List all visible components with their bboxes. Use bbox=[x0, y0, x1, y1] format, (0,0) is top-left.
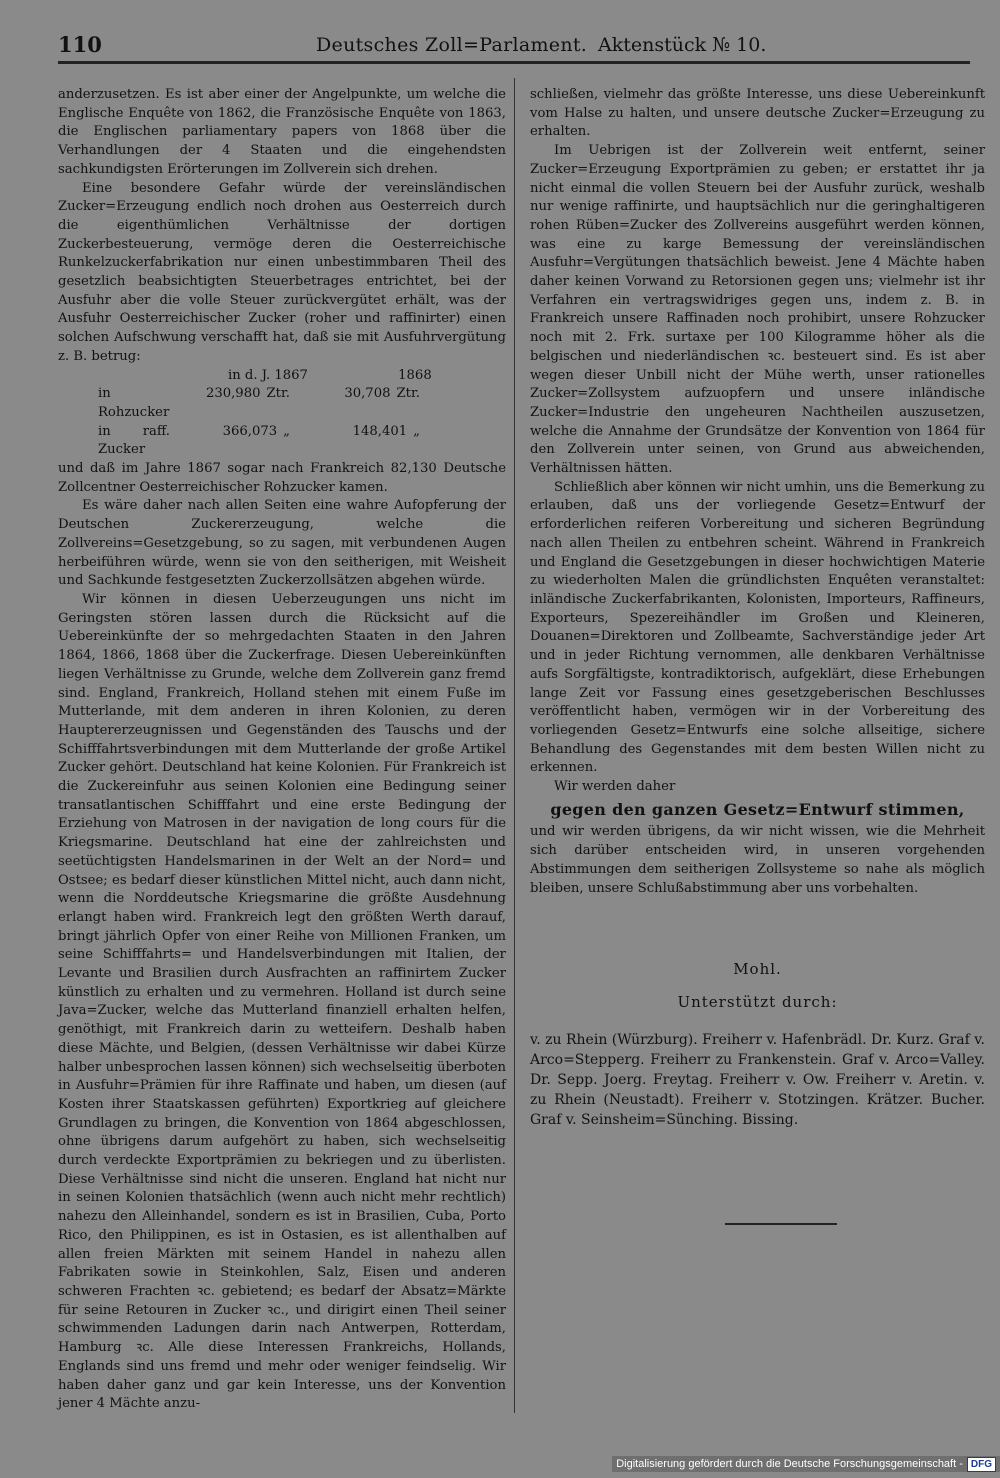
sugar-export-table bbox=[58, 367, 506, 461]
paragraph: anderzusetzen. Es ist aber einer der Angelpunkte, um welche die Englische Enquête von 1862, die Französische Enquête von 1863, die Englischen parliamentary papers von 1868 über die Verhandlungen der 4 Staaten und die eingehendsten sachkundigsten Erörterungen im Zollverein sich drehen. bbox=[58, 87, 506, 177]
paragraph: Es wäre daher nach allen Seiten eine wahre Aufopferung der Deutschen Zuckererzeugung, welche die Zollvereins=Gesetzgebung, so zu sagen, mit verbundenen Augen herbeiführen würde, wenn sie von den seitherigen, mit Weisheit und Sachkunde festgesetzten Zuckerzollsätzen abgehen würde. bbox=[58, 498, 506, 589]
right-column bbox=[530, 86, 985, 1416]
vote-statement: und wir werden übrigens, da wir nicht wissen, wie die Mehrheit sich darüber entscheiden wird, in unseren vorgehenden Abstimmungen dem seitherigen Zollsysteme so nahe als möglich bleiben, unsere Schlußabstimmung aber uns vorbehalten. bbox=[530, 824, 985, 896]
digitization-footer bbox=[612, 1456, 1000, 1472]
paragraph: und daß im Jahre 1867 sogar nach Frankreich 82,130 Deutsche Zollcentner Oesterreichischer Rohzucker kamen. bbox=[58, 461, 506, 495]
value-1867: 230,980 Ztr. bbox=[205, 386, 290, 402]
value-1867: 366,073 „ bbox=[222, 423, 290, 439]
header-rule bbox=[58, 61, 970, 62]
table-header bbox=[58, 367, 506, 386]
column-divider bbox=[514, 78, 515, 1413]
document-reference: Aktenstück № 10. bbox=[598, 34, 767, 56]
table-row bbox=[58, 385, 506, 422]
table-header-year-1868: 1868 bbox=[398, 367, 432, 383]
closing-rule bbox=[725, 1223, 837, 1225]
table-header-year-1867: 1867 bbox=[274, 367, 308, 383]
page-header bbox=[58, 28, 970, 64]
mover-name: Mohl. bbox=[733, 960, 782, 979]
page-number: 110 bbox=[58, 32, 102, 57]
table-header-prefix: in d. J. bbox=[228, 367, 271, 383]
supported-by-heading: Unterstützt durch: bbox=[677, 992, 838, 1011]
paragraph: Eine besondere Gefahr würde der vereinsländischen Zucker=Erzeugung endlich noch drohen aus Oesterreich durch die eigenthümlichen Verhältnisse der dortigen Zuckerbesteuerung, vermöge deren die Oesterreichische Runkelzuckerfabrikation nur einen unbestimmbaren Theil des gesetzlich beabsichtigten Steuerbetrages entrichtet, bei der Ausfuhr aber die volle Steuer zurückvergütet erhält, was der Ausfuhr Oesterreichischer Zucker (roher und raffinirter) einen solchen Aufschwung verschafft hat, daß sie mit Ausfuhrvergütung z. B. betrug: bbox=[58, 180, 506, 364]
footer-text: Digitalisierung gefördert durch die Deutsche Forschungsgemeinschaft - bbox=[616, 1458, 963, 1470]
dfg-logo-icon[interactable]: DFG bbox=[967, 1457, 996, 1472]
vote-emphasis: gegen den ganzen Gesetz=Entwurf stimmen, bbox=[550, 799, 965, 819]
left-column bbox=[58, 86, 506, 1416]
row-label: in raff. Zucker bbox=[98, 423, 170, 458]
row-label: in Rohzucker bbox=[98, 386, 170, 420]
paragraph: Schließlich aber können wir nicht umhin, uns die Bemerkung zu erlauben, daß uns der vorliegende Gesetz=Entwurf der erforderlichen reiferen Vorbereitung und sicheren Begründung nach allen Theilen zu entbehren scheint. Während in Frankreich und England die Gesetzgebungen in dieser hochwichtigen Materie zu wiederholten Malen die gründlichsten Enquêten veranstaltet: inländische Zuckerfabrikanten, Kolonisten, Importeurs, Raffineurs, Exporteurs, Spezereihändler im Großen und Kleineren, Douanen=Direktoren und Zollbeamte, Sachverständige jeder Art und in jeder Richtung vernommen, alle denkbaren Verhältnisse aufs Sorgfältigste, kontradiktorisch, aufgeklärt, diese Erhebungen lange Zeit vor Fassung eines gesetzgeberischen Beschlusses veröffentlicht haben, vermögen wir in der Vorbereitung des vorliegenden Gesetz=Entwurfs eine solche allseitige, sichere Behandlung des Gegenstandes mit dem besten Willen nicht zu erkennen. bbox=[530, 479, 985, 776]
signers-list: v. zu Rhein (Würzburg). Freiherr v. Hafenbrädl. Dr. Kurz. Graf v. Arco=Stepperg. Freiherr zu Frankenstein. Graf v. Arco=Valley. Dr. Sepp. Joerg. Freytag. Freiherr v. Ow. Freiherr v. Aretin. v. zu Rhein (Neustadt). Freiherr v. Stotzingen. Krätzer. Bucher. Graf v. Seinsheim=Sünching. Bissing. bbox=[530, 1031, 985, 1128]
table-row bbox=[58, 423, 506, 460]
value-1868: 148,401 „ bbox=[352, 423, 420, 439]
paragraph: Im Uebrigen ist der Zollverein weit entfernt, seiner Zucker=Erzeugung Exportprämien zu geben; er erstattet ihr ja nicht einmal die vollen Steuern bei der Ausfuhr zurück, weshalb nur wenige raffinirte, und hauptsächlich nur die geringhaltigeren rohen Rüben=Zucker des Zollvereins ausgeführt werden können, was eine zu karge Bemessung der vereinsländischen Ausfuhr=Vergütungen thatsächlich beweist. Jene 4 Mächte haben daher keinen Vorwand zu Retorsionen gegen uns; vielmehr ist ihr Verfahren ein vertragswidriges gegen uns, indem z. B. in Frankreich unsere Raffinaden noch prohibirt, unsere Rohzucker noch mit 2. Frk. surtaxe per 100 Kilogramme höher als die belgischen und niederländischen ꝛc. besteuert sind. Es ist aber wegen dieser Unbill nicht der Mühe werth, unser rationelles Zucker=Zollsystem aufzuopfern und unsere inländische Zucker=Industrie den ungeheuren Nachtheilen auszusetzen, welche die Annahme der Grundsätze der Konvention von 1864 für den Zollverein unter seinen, von Grund aus abweichenden, Verhältnissen hätten. bbox=[530, 143, 985, 477]
value-1868: 30,708 Ztr. bbox=[344, 386, 420, 402]
paragraph: Wir können in diesen Ueberzeugungen uns nicht im Geringsten stören lassen durch die Rücksicht auf die Uebereinkünfte der so mehrgedachten Staaten in den Jahren 1864, 1866, 1868 über die Zuckerfrage. Diesen Uebereinkünften liegen Verhältnisse zu Grunde, welche dem Zollverein ganz fremd sind. England, Frankreich, Holland stehen mit einem Fuße im Mutterlande, mit dem anderen in ihren Kolonien, zu deren Hauptererzeugnissen und Gegenständen des Tauschs und der Schifffahrtsverbindungen mit dem Mutterlande der große Artikel Zucker gehört. Deutschland hat keine Kolonien. Für Frankreich ist die Zuckereinfuhr aus seinen Kolonien eine Bedingung seiner transatlantischen Schifffahrt und eine erste Bedingung der Erziehung von Matrosen in der navigation de long cours für die Kriegsmarine. Deutschland hat eine der zahlreichsten und seetüchtigsten Handelsmarinen in der Welt an der Nord= und Ostsee; es bedarf dieser künstlichen Mittel nicht, auch dann nicht, wenn die Norddeutsche Kriegsmarine die größte Ausdehnung erlangt haben wird. Frankreich legt den größten Werth darauf, bringt jährlich Opfer von einer Reihe von Millionen Franken, um seine Schifffahrts= und Handelsverbindungen mit Italien, der Levante und Brasilien durch Ausfrachten an raffinirtem Zucker künstlich zu erhalten und zu vermehren. Holland ist durch seine Java=Zucker, welche das Mutterland finanziell erhalten helfen, genöthigt, mit Frankreich darin zu wetteifern. Deshalb haben diese Mächte, und Belgien, (dessen Verhältnisse wir dabei Kürze halber unbesprochen lassen können) sich wechselseitig überboten in Ausfuhr=Prämien für ihre Raffinate und haben, um diesen (auf Kosten ihrer Staatskassen geführten) Exportkrieg auf gleichere Grundlagen zu bringen, die Konvention von 1864 abgeschlossen, ohne übrigens darum aufgehört zu haben, sich wechselseitig durch verdeckte Exportprämien zu bekriegen und zu überlisten. Diese Verhältnisse sind nicht die unseren. England hat nicht nur in seinen Kolonien thatsächlich (wenn auch nicht mehr rechtlich) nahezu den Alleinhandel, sondern es ist in Brasilien, Cuba, Porto Rico, den Philippinen, es ist in Ostasien, es ist allenthalben auf allen freien Märkten mit seinem Handel in nahezu allen Fabrikaten sowie in Steinkohlen, Salz, Eisen und anderen schweren Frachten ꝛc. gebietend; es bedarf der Absatz=Märkte für seine Retouren in Zucker ꝛc., und dirigirt einen Theil seiner schwimmenden Ladungen darin nach Antwerpen, Rotterdam, Hamburg ꝛc. Alle diese Interessen Frankreichs, Hollands, Englands sind uns fremd und mehr oder weniger feindselig. Wir haben daher ganz und gar kein Interesse, uns der Konvention jener 4 Mächte anzu- bbox=[58, 591, 506, 1412]
paragraph: schließen, vielmehr das größte Interesse, uns diese Uebereinkunft vom Halse zu halten, und unsere deutsche Zucker=Erzeugung zu erhalten. bbox=[530, 87, 985, 140]
running-title: Deutsches Zoll=Parlament. bbox=[316, 34, 588, 56]
vote-lead: Wir werden daher bbox=[554, 779, 676, 795]
